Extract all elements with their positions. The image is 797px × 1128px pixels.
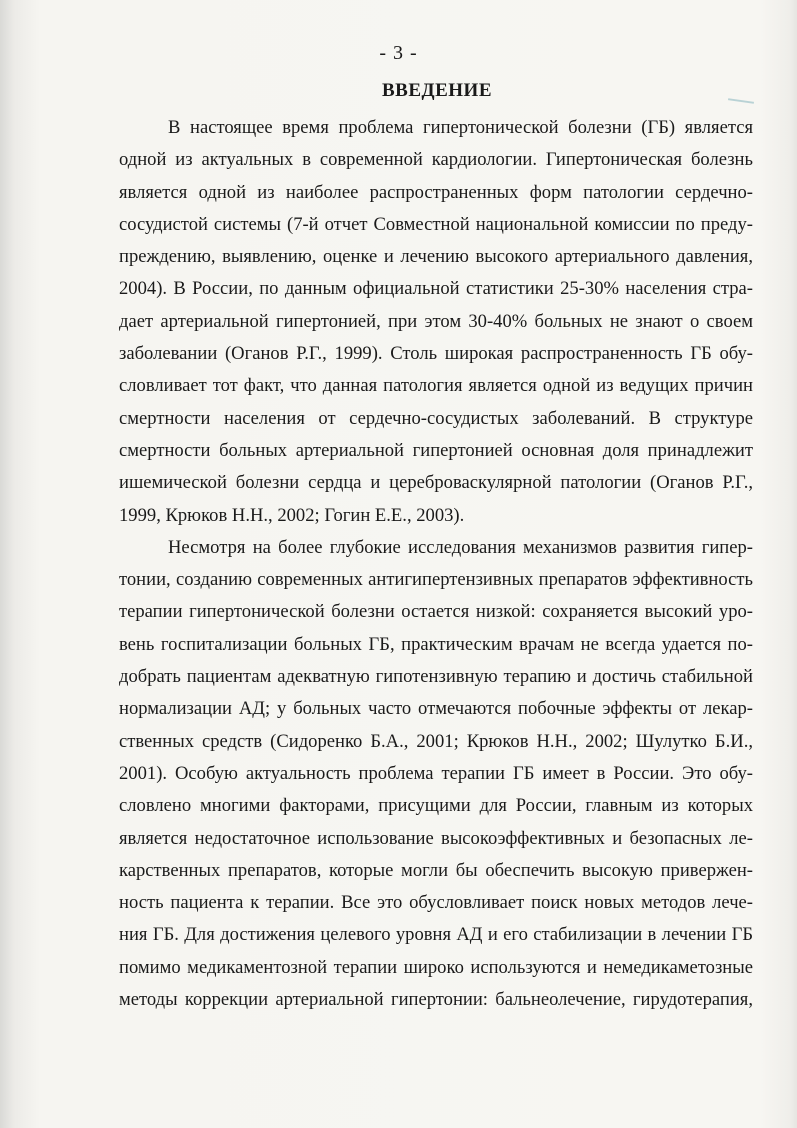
body-text	[119, 112, 753, 1016]
text-line: одной из актуальных в современной кардиологии. Гипертоническая болезнь	[119, 149, 753, 171]
text-line: терапии гипертонической болезни остается низкой: сохраняется высокий уро-	[119, 601, 753, 623]
text-line: ишемической болезни сердца и цереброваскулярной патологии (Оганов Р.Г.,	[119, 472, 753, 494]
text-line: тонии, созданию современных антигипертензивных препаратов эффективность	[119, 569, 753, 591]
text-line: смертности больных артериальной гипертонией основная доля принадлежит	[119, 439, 753, 461]
text-line: преждению, выявлению, оценке и лечению высокого артериального давления,	[119, 246, 753, 268]
paragraph-1	[119, 112, 753, 532]
text-line: 2004). В России, по данным официальной статистики 25-30% населения стра-	[119, 278, 753, 300]
text-line: добрать пациентам адекватную гипотензивную терапию и достичь стабильной	[119, 666, 753, 688]
text-line: 2001). Особую актуальность проблема терапии ГБ имеет в России. Это обу-	[119, 762, 753, 784]
text-line: смертности населения от сердечно-сосудистых заболеваний. В структуре	[119, 407, 753, 429]
text-line: карственных препаратов, которые могли бы обеспечить высокую привержен-	[119, 859, 753, 881]
text-line: нормализации АД; у больных часто отмечаются побочные эффекты от лекар-	[119, 698, 753, 720]
text-line: ственных средств (Сидоренко Б.А., 2001; Крюков Н.Н., 2002; Шулутко Б.И.,	[119, 730, 753, 752]
text-line: Несмотря на более глубокие исследования механизмов развития гипер-	[168, 536, 753, 558]
page-number: - 3 -	[379, 42, 418, 64]
text-line: сосудистой системы (7-й отчет Совместной национальной комиссии по преду-	[119, 213, 753, 235]
text-line: словливает тот факт, что данная патология является одной из ведущих причин	[119, 375, 753, 397]
text-line: является одной из наиболее распространенных форм патологии сердечно-	[119, 181, 753, 203]
text-line: методы коррекции артериальной гипертонии: бальнеолечение, гирудотерапия,	[119, 989, 753, 1011]
text-line: ния ГБ. Для достижения целевого уровня АД и его стабилизации в лечении ГБ	[119, 924, 753, 946]
text-line: помимо медикаментозной терапии широко используются и немедикаметозные	[119, 956, 753, 978]
paragraph-2	[119, 532, 753, 1016]
section-title: ВВЕДЕНИЕ	[382, 80, 492, 101]
text-line: ность пациента к терапии. Все это обусловливает поиск новых методов лече-	[119, 892, 753, 914]
text-line: словлено многими факторами, присущими для России, главным из которых	[119, 795, 753, 817]
text-line: заболевании (Оганов Р.Г., 1999). Столь широкая распространенность ГБ обу-	[119, 343, 753, 365]
text-line: вень госпитализации больных ГБ, практическим врачам не всегда удается по-	[119, 633, 753, 655]
text-line: является недостаточное использование высокоэффективных и безопасных ле-	[119, 827, 753, 849]
text-line: дает артериальной гипертонией, при этом 30-40% больных не знают о своем	[119, 310, 753, 332]
text-line: 1999, Крюков Н.Н., 2002; Гогин Е.Е., 2003).	[119, 504, 465, 526]
text-line: В настоящее время проблема гипертонической болезни (ГБ) является	[168, 117, 753, 138]
